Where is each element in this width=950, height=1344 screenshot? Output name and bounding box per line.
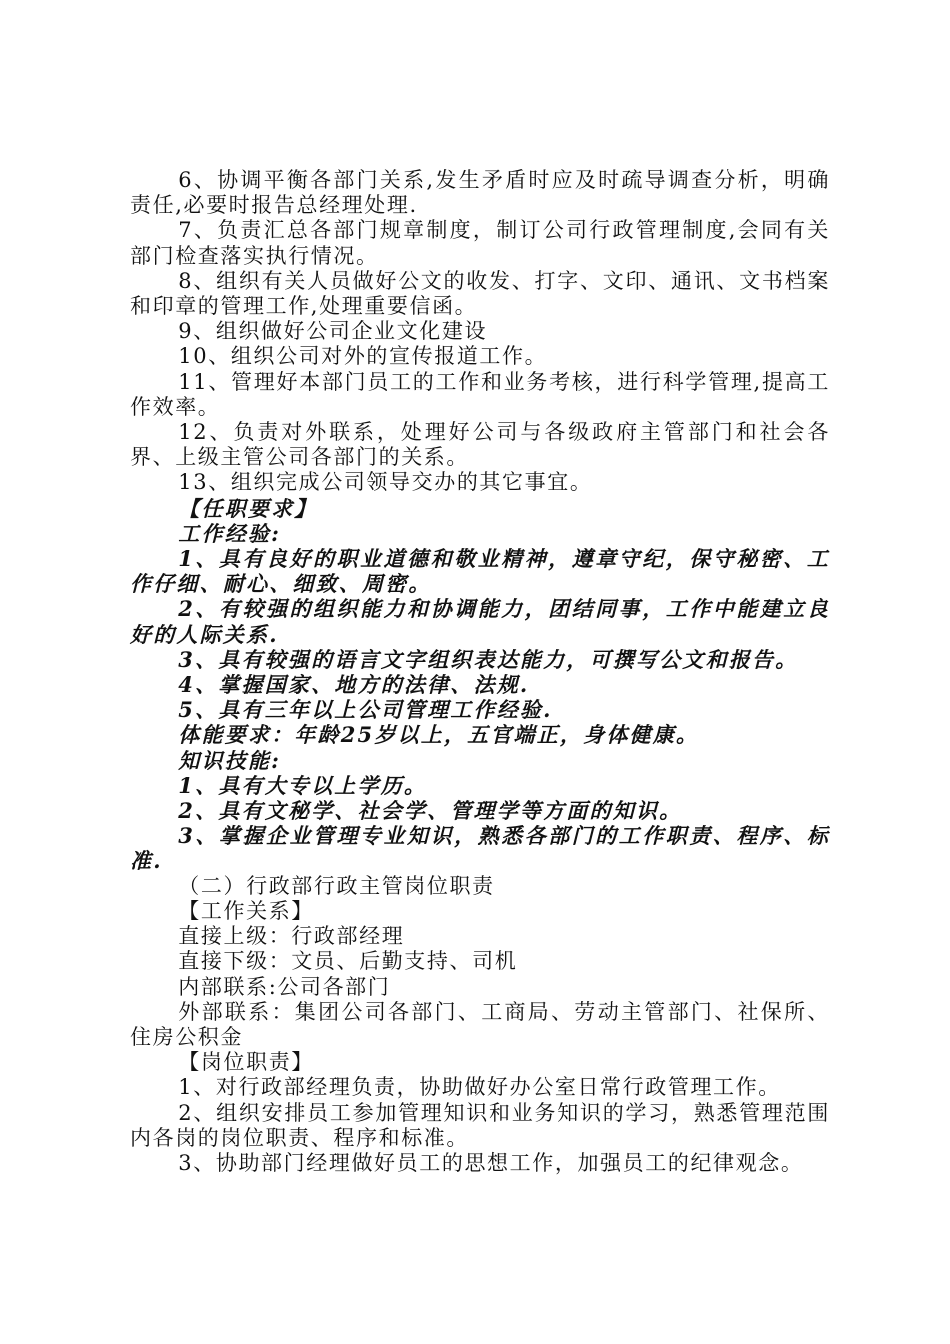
duty-item-9: 9、组织做好公司企业文化建设 — [178, 319, 488, 344]
experience-item-2: 2、有较强的组织能力和协调能力，团结同事，工作中能建立良好的人际关系. — [130, 596, 830, 647]
direct-superior: 直接上级：行政部经理 — [178, 924, 405, 949]
supervisor-duty-2: 2、组织安排员工参加管理知识和业务知识的学习，熟悉管理范围内各岗的岗位职责、程序和标准。 — [130, 1100, 830, 1150]
document-body — [130, 168, 830, 1176]
direct-subordinate: 直接下级：文员、后勤支持、司机 — [178, 949, 518, 974]
duty-item-11: 11、管理好本部门员工的工作和业务考核，进行科学管理,提高工作效率。 — [130, 369, 830, 419]
external-contact: 外部联系：集团公司各部门、工商局、劳动主管部门、社保所、住房公积金 — [130, 999, 830, 1049]
supervisor-duty-1: 1、对行政部经理负责，协助做好办公室日常行政管理工作。 — [178, 1075, 781, 1100]
knowledge-item-2: 2、具有文秘学、社会学、管理学等方面的知识。 — [178, 798, 683, 824]
supervisor-duty-3: 3、协助部门经理做好员工的思想工作，加强员工的纪律观念。 — [178, 1150, 804, 1175]
relation-heading: 【工作关系】 — [178, 898, 314, 923]
duty-item-7: 7、负责汇总各部门规章制度，制订公司行政管理制度,会同有关部门检查落实执行情况。 — [130, 218, 830, 268]
requirements-heading: 【任职要求】 — [178, 495, 318, 521]
experience-item-5: 5、具有三年以上公司管理工作经验. — [178, 697, 553, 723]
experience-item-4: 4、掌握国家、地方的法律、法规. — [178, 672, 530, 698]
duty-item-8: 8、组织有关人员做好公文的收发、打字、文印、通讯、文书档案和印章的管理工作,处理重要信函。 — [130, 268, 830, 319]
duty-heading: 【岗位职责】 — [178, 1050, 314, 1075]
duty-item-12: 12、负责对外联系，处理好公司与各级政府主管部门和社会各界、上级主管公司各部门的关系。 — [130, 420, 830, 470]
physical-requirement: 体能要求：年龄25岁以上，五官端正，身体健康。 — [178, 722, 700, 748]
knowledge-item-1: 1、具有大专以上学历。 — [178, 772, 428, 798]
duty-item-13: 13、组织完成公司领导交办的其它事宜。 — [178, 470, 593, 495]
experience-label: 工作经验: — [178, 520, 282, 546]
experience-item-3: 3、具有较强的语言文字组织表达能力，可撰写公文和报告。 — [178, 646, 799, 672]
duty-item-10: 10、组织公司对外的宣传报道工作。 — [178, 344, 548, 369]
internal-contact: 内部联系:公司各部门 — [178, 974, 391, 999]
section-title: （二）行政部行政主管岗位职责 — [178, 873, 495, 898]
knowledge-label: 知识技能: — [178, 747, 282, 773]
duty-item-6: 6、协调平衡各部门关系,发生矛盾时应及时疏导调查分析，明确责任,必要时报告总经理处理. — [130, 168, 830, 218]
knowledge-item-3: 3、掌握企业管理专业知识，熟悉各部门的工作职责、程序、标准. — [130, 823, 830, 874]
experience-item-1: 1、具有良好的职业道德和敬业精神，遵章守纪，保守秘密、工作仔细、耐心、细致、周密。 — [130, 546, 830, 597]
